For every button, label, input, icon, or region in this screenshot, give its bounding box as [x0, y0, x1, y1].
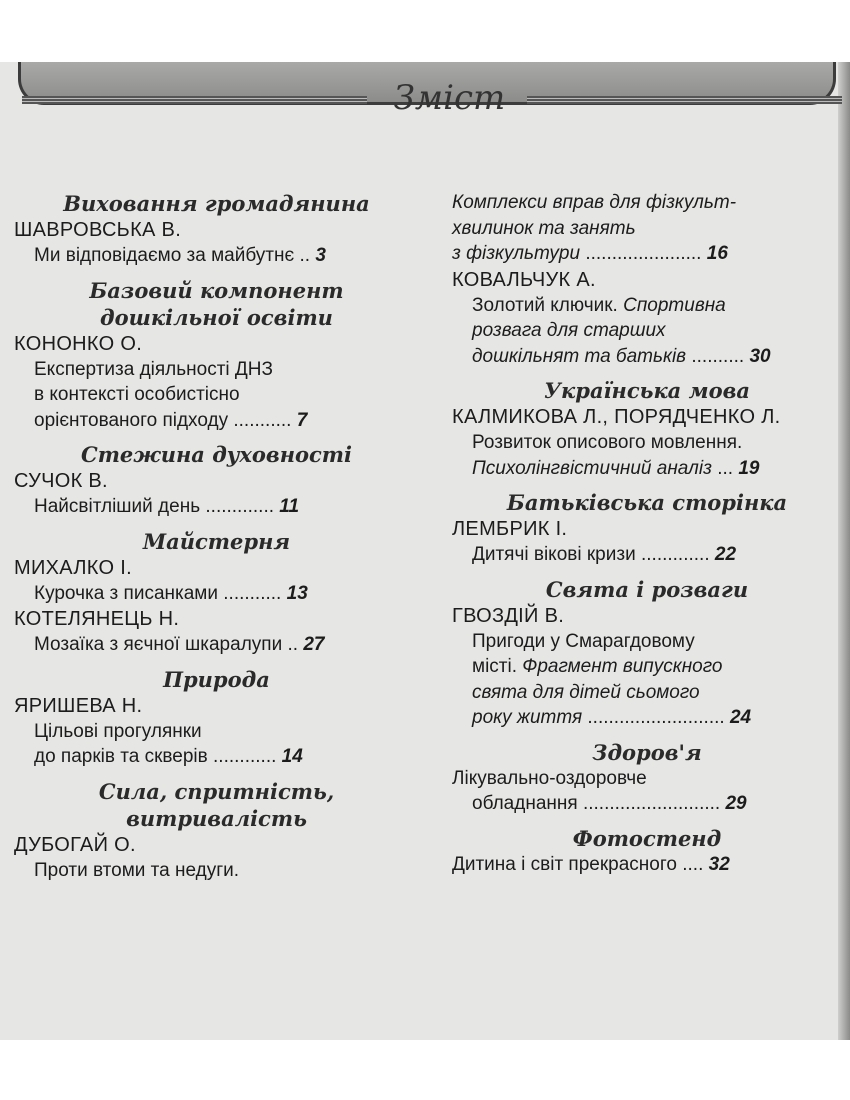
entry-text: свята для дітей сьомого [472, 681, 700, 703]
section-heading: Стежина духовності [81, 442, 352, 467]
entry-author: КОВАЛЬЧУК А. [452, 268, 596, 291]
section-heading: Фотостенд [572, 825, 722, 851]
entry-text: Лікувально-оздоровче [452, 767, 647, 789]
entry-title-line [14, 494, 419, 520]
entry-text: Комплекси вправ для фізкульт- [452, 192, 737, 213]
entry-text: Золотий ключик. [472, 294, 624, 316]
page-number: 27 [303, 634, 325, 655]
section-gap [452, 568, 842, 576]
entry-title-line [452, 654, 842, 680]
entry-title-line [452, 344, 842, 370]
entry-title-line [452, 766, 842, 792]
page-number: 22 [714, 544, 737, 565]
section-heading [14, 778, 419, 832]
entry-title-line [452, 318, 842, 344]
entry-text: дошкільнят та батьків [472, 345, 687, 367]
leader-dots: ... [711, 457, 734, 479]
entry-author: СУЧОК В. [14, 470, 108, 492]
entry-text: розвага для старших [472, 320, 666, 341]
entry-title-line [14, 581, 419, 607]
entry-title-line [452, 456, 842, 482]
entry-text: Експертиза діяльності ДНЗ [34, 358, 273, 380]
section-gap [452, 817, 842, 825]
entry-author: ЛЕМБРИК І. [452, 518, 568, 540]
section-heading-line: Базовий компонент [89, 277, 344, 303]
leader-dots: ........... [228, 409, 292, 431]
entry-author: КОТЕЛЯНЕЦЬ Н. [14, 608, 180, 630]
leader-dots: ...................... [580, 243, 702, 264]
section-heading: Майстерня [142, 528, 291, 554]
leader-dots: ............. [200, 496, 275, 517]
leader-dots: .......... [686, 345, 745, 367]
entry-author: ГВОЗДІЙ В. [452, 604, 565, 627]
section-heading-line: витривалість [126, 805, 307, 831]
entry-title-line [452, 791, 842, 817]
entry-text: орієнтованого підходу [34, 409, 229, 431]
page-number: 11 [279, 496, 300, 517]
entry-author: ЯРИШЕВА Н. [14, 694, 143, 717]
entry-text: хвилинок та занять [452, 217, 636, 239]
entry-text: Найсвітліший день [34, 496, 201, 517]
toc-right-column [452, 190, 842, 877]
leader-dots: .......................... [577, 793, 721, 814]
section-gap [452, 731, 842, 739]
section-heading: Здоров'я [592, 739, 702, 765]
entry-text: обладнання [472, 793, 578, 814]
entry-text: року життя [472, 707, 583, 728]
page-number: 14 [281, 746, 303, 767]
entry-title-line [452, 542, 842, 568]
entry-title-line [14, 719, 419, 745]
entry-title-line [452, 430, 842, 456]
entry-text: Психолінгвістичний аналіз [472, 457, 712, 479]
section-gap [14, 770, 419, 778]
toc-heading-row [22, 78, 842, 128]
entry-text: в контексті особистісно [34, 384, 240, 405]
page-number: 13 [286, 582, 308, 604]
leader-dots: .. [282, 634, 299, 655]
entry-text: Розвиток описового мовлення. [472, 432, 743, 453]
page-number: 29 [725, 793, 747, 814]
entry-text: Мозаїка з яєчної шкаралупи [34, 634, 283, 655]
section-heading: Виховання громадянина [63, 191, 370, 216]
page-number: 30 [749, 345, 771, 367]
leader-dots: ............. [635, 544, 710, 565]
entry-title-line [14, 382, 419, 408]
section-heading-line: Сила, спритність, [98, 778, 335, 804]
entry-title-line [14, 357, 419, 383]
entry-title-line [452, 852, 842, 878]
entry-text-italic: Спортивна [623, 294, 726, 316]
entry-text: місті. [472, 656, 523, 677]
entry-title-line [14, 243, 419, 269]
entry-author: КОНОНКО О. [14, 332, 143, 355]
section-gap [14, 269, 419, 277]
entry-title-line [14, 744, 419, 770]
entry-title-line [14, 632, 419, 658]
entry-title-line [452, 293, 842, 319]
section-heading [14, 277, 419, 331]
section-gap [14, 520, 419, 528]
entry-author: КАЛМИКОВА Л., ПОРЯДЧЕНКО Л. [452, 406, 781, 428]
entry-text: Цільові прогулянки [34, 720, 202, 742]
toc-title: Зміст [393, 78, 506, 118]
section-heading: Українська мова [544, 378, 750, 403]
entry-title-line [452, 705, 842, 731]
entry-author: ДУБОГАЙ О. [14, 833, 136, 856]
entry-text: Дитячі вікові кризи [472, 544, 636, 565]
section-heading: Свята і розваги [545, 576, 749, 602]
entry-text: Курочка з писанками [34, 582, 218, 604]
entry-title-line [452, 241, 842, 267]
toc-left-column [14, 190, 419, 883]
entry-author: МИХАЛКО І. [14, 556, 132, 579]
section-gap [14, 433, 419, 441]
entry-author: ШАВРОВСЬКА В. [14, 219, 182, 241]
section-heading-line: дошкільної освіти [100, 304, 333, 330]
entry-title-line [452, 680, 842, 706]
entry-title-line [14, 858, 419, 884]
leader-dots: .......................... [582, 707, 725, 728]
section-gap [452, 481, 842, 489]
entry-text: з фізкультури [452, 243, 581, 264]
page-number: 19 [738, 457, 760, 479]
entry-title-line [452, 629, 842, 655]
section-heading: Батьківська сторінка [506, 490, 788, 515]
heading-rule-right [527, 96, 842, 104]
section-gap [452, 369, 842, 377]
leader-dots: ............ [207, 746, 277, 767]
entry-text: до парків та скверів [34, 746, 208, 767]
leader-dots: .... [676, 853, 704, 875]
entry-text-italic: Фрагмент випускного [522, 656, 723, 677]
heading-rule-left [22, 96, 367, 104]
entry-text: Дитина і світ прекрасного [452, 853, 677, 875]
section-heading: Природа [163, 666, 270, 692]
entry-text: Пригоди у Смарагдовому [472, 630, 695, 652]
section-gap [14, 658, 419, 666]
entry-text: Ми відповідаємо за майбутнє [34, 245, 295, 266]
page-number: 32 [708, 853, 730, 875]
entry-title-line [14, 408, 419, 434]
leader-dots: ........... [217, 582, 282, 604]
page-number: 24 [729, 707, 752, 728]
page-number: 16 [706, 243, 728, 264]
leader-dots: .. [294, 245, 311, 266]
entry-title-line [452, 216, 842, 242]
page-number: 7 [296, 409, 308, 431]
entry-title-line [452, 190, 842, 216]
page-number: 3 [315, 245, 326, 266]
entry-text: Проти втоми та недуги. [34, 859, 240, 881]
